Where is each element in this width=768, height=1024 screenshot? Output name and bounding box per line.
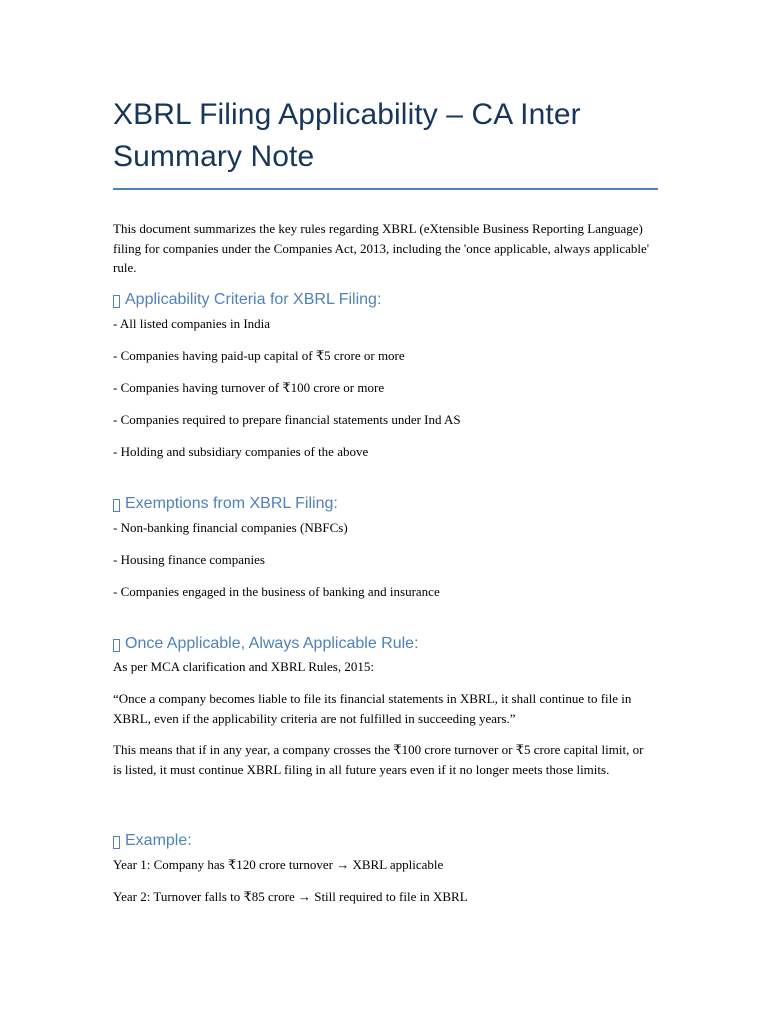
document-body (113, 94, 658, 904)
section-heading-example-text: Example: (125, 832, 192, 849)
section-heading-criteria-text: Applicability Criteria for XBRL Filing: (125, 291, 382, 308)
missing-glyph-icon (113, 639, 120, 652)
missing-glyph-icon (113, 499, 120, 512)
example-item: Year 2: Turnover falls to ₹85 crore → Still required to file in XBRL (113, 889, 468, 904)
document-title: XBRL Filing Applicability – CA Inter Summary Note (113, 94, 658, 190)
rule-paragraph: As per MCA clarification and XBRL Rules, 2015: (113, 659, 374, 674)
section-heading-exemptions-text: Exemptions from XBRL Filing: (125, 495, 338, 512)
section-heading-example (113, 830, 658, 852)
list-item: - Companies having paid-up capital of ₹5 crore or more (113, 348, 405, 363)
example-item: Year 1: Company has ₹120 crore turnover → XBRL applicable (113, 857, 444, 872)
list-item: - Companies required to prepare financial statements under Ind AS (113, 412, 461, 427)
missing-glyph-icon (113, 836, 120, 849)
list-item: - Non-banking financial companies (NBFCs) (113, 520, 348, 535)
missing-glyph-icon (113, 295, 120, 308)
list-item: - Companies engaged in the business of banking and insurance (113, 584, 440, 599)
section-heading-exemptions (113, 493, 658, 515)
section-heading-rule-text: Once Applicable, Always Applicable Rule: (125, 635, 419, 652)
section-heading-criteria (113, 289, 658, 311)
list-item: - Holding and subsidiary companies of the above (113, 444, 369, 459)
list-item: - Companies having turnover of ₹100 crore or more (113, 380, 385, 395)
intro-paragraph: This document summarizes the key rules regarding XBRL (eXtensible Business Reporting Language) filing for companies under the Companies Act, 2013, including the 'once applicable, always applicable' rule. (113, 221, 650, 275)
rule-quote: “Once a company becomes liable to file its financial statements in XBRL, it shall continue to file in XBRL, even if the applicability criteria are not fulfilled in succeeding years.” (113, 691, 632, 726)
rule-explanation: This means that if in any year, a company crosses the ₹100 crore turnover or ₹5 crore capital limit, or is listed, it must continue XBRL filing in all future years even if it no longer meets those limits. (113, 742, 644, 777)
list-item: - Housing finance companies (113, 552, 265, 567)
list-item: - All listed companies in India (113, 316, 271, 331)
section-heading-rule (113, 633, 658, 655)
